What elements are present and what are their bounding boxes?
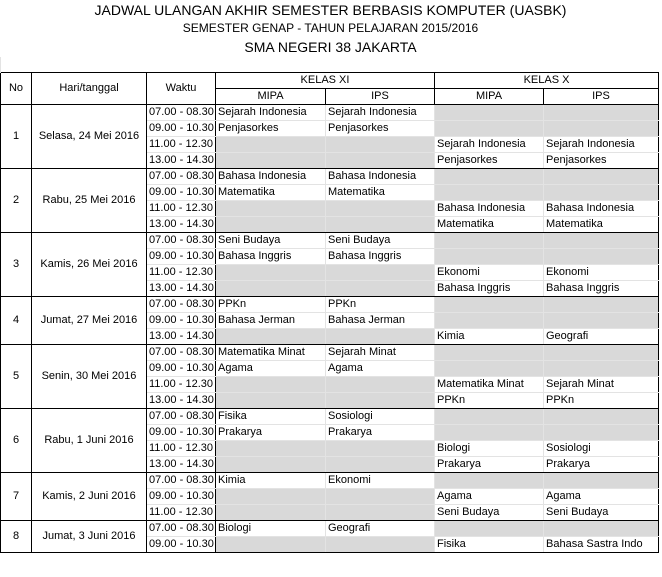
header-kelas-x: KELAS X [435,73,659,89]
day-date: Rabu, 1 Juni 2016 [32,409,147,473]
cell-xi-ips [326,329,435,345]
cell-x-ips: Ekonomi [544,265,659,281]
cell-xi-mipa [216,489,326,505]
cell-xi-mipa: Bahasa Jerman [216,313,326,329]
slot-time: 09.00 - 10.30 [147,361,216,377]
day-number: 8 [1,521,32,553]
cell-xi-mipa [216,201,326,217]
cell-xi-mipa: Fisika [216,409,326,425]
day-number: 7 [1,473,32,521]
schedule-row [1,297,659,313]
schedule-row [1,169,659,185]
cell-x-mipa: Penjasorkes [435,153,544,169]
schedule-row [1,233,659,249]
slot-time: 13.00 - 14.30 [147,217,216,233]
cell-x-ips [544,121,659,137]
cell-x-ips [544,409,659,425]
header-date: Hari/tanggal [32,73,147,105]
schedule-row [1,345,659,361]
cell-x-mipa [435,249,544,265]
cell-x-ips [544,473,659,489]
cell-xi-mipa [216,281,326,297]
slot-time: 09.00 - 10.30 [147,185,216,201]
cell-x-ips: Sejarah Minat [544,377,659,393]
slot-time: 07.00 - 08.30 [147,345,216,361]
cell-xi-ips: Bahasa Inggris [326,249,435,265]
cell-xi-ips: Penjasorkes [326,121,435,137]
cell-xi-ips [326,505,435,521]
slot-time: 09.00 - 10.30 [147,537,216,553]
cell-xi-ips: Matematika [326,185,435,201]
cell-x-ips: Prakarya [544,457,659,473]
cell-xi-mipa: Matematika Minat [216,345,326,361]
slot-time: 07.00 - 08.30 [147,169,216,185]
cell-x-ips [544,249,659,265]
cell-x-mipa: Agama [435,489,544,505]
day-number: 4 [1,297,32,345]
slot-time: 11.00 - 12.30 [147,441,216,457]
day-date: Selasa, 24 Mei 2016 [32,105,147,169]
slot-time: 13.00 - 14.30 [147,153,216,169]
slot-time: 07.00 - 08.30 [147,105,216,121]
schedule-row [1,521,659,537]
cell-xi-mipa: Prakarya [216,425,326,441]
cell-x-ips: Seni Budaya [544,505,659,521]
cell-x-mipa [435,361,544,377]
cell-xi-mipa: Bahasa Inggris [216,249,326,265]
day-date: Rabu, 25 Mei 2016 [32,169,147,233]
cell-xi-mipa: Matematika [216,185,326,201]
slot-time: 07.00 - 08.30 [147,473,216,489]
cell-xi-mipa [216,377,326,393]
cell-x-ips [544,425,659,441]
cell-xi-ips [326,217,435,233]
cell-x-ips: Agama [544,489,659,505]
cell-xi-ips [326,537,435,553]
cell-x-mipa: Prakarya [435,457,544,473]
cell-x-mipa [435,425,544,441]
cell-x-mipa: Matematika Minat [435,377,544,393]
cell-xi-ips [326,281,435,297]
cell-xi-ips [326,457,435,473]
cell-xi-ips: Sejarah Minat [326,345,435,361]
cell-x-mipa [435,121,544,137]
header-xi-ips: IPS [326,89,435,105]
schedule-row [1,473,659,489]
header-no: No [1,73,32,105]
cell-x-mipa: Biologi [435,441,544,457]
slot-time: 13.00 - 14.30 [147,457,216,473]
slot-time: 07.00 - 08.30 [147,521,216,537]
cell-xi-mipa: Sejarah Indonesia [216,105,326,121]
header-xi-mipa: MIPA [216,89,326,105]
slot-time: 07.00 - 08.30 [147,297,216,313]
cell-xi-ips: Sejarah Indonesia [326,105,435,121]
day-number: 5 [1,345,32,409]
cell-x-ips: Matematika [544,217,659,233]
cell-xi-mipa [216,457,326,473]
cell-x-ips [544,361,659,377]
cell-xi-ips [326,137,435,153]
cell-x-mipa [435,297,544,313]
cell-xi-ips [326,201,435,217]
cell-xi-ips [326,377,435,393]
day-number: 6 [1,409,32,473]
cell-x-mipa [435,313,544,329]
cell-xi-ips: Bahasa Jerman [326,313,435,329]
cell-xi-ips: Prakarya [326,425,435,441]
cell-xi-mipa [216,153,326,169]
slot-time: 11.00 - 12.30 [147,505,216,521]
cell-xi-ips: Geografi [326,521,435,537]
day-date: Jumat, 3 Juni 2016 [32,521,147,553]
cell-x-ips [544,169,659,185]
cell-xi-ips [326,393,435,409]
slot-time: 09.00 - 10.30 [147,489,216,505]
day-number: 1 [1,105,32,169]
slot-time: 09.00 - 10.30 [147,249,216,265]
cell-x-ips [544,521,659,537]
cell-x-mipa [435,233,544,249]
cell-x-ips [544,313,659,329]
header-x-mipa: MIPA [435,89,544,105]
cell-xi-mipa: PPKn [216,297,326,313]
cell-xi-mipa [216,265,326,281]
cell-x-ips [544,345,659,361]
cell-x-mipa [435,105,544,121]
cell-x-mipa [435,409,544,425]
cell-xi-ips [326,153,435,169]
cell-xi-ips [326,265,435,281]
cell-x-ips: Geografi [544,329,659,345]
cell-x-ips [544,233,659,249]
cell-xi-mipa [216,329,326,345]
spacer-row [1,57,659,73]
cell-xi-ips: Seni Budaya [326,233,435,249]
slot-time: 09.00 - 10.30 [147,425,216,441]
slot-time: 07.00 - 08.30 [147,233,216,249]
cell-x-mipa: PPKn [435,393,544,409]
cell-x-ips: Sejarah Indonesia [544,137,659,153]
slot-time: 11.00 - 12.30 [147,137,216,153]
cell-x-mipa: Seni Budaya [435,505,544,521]
cell-xi-ips: Agama [326,361,435,377]
cell-x-mipa: Bahasa Inggris [435,281,544,297]
sheet-title: JADWAL ULANGAN AKHIR SEMESTER BERBASIS KOMPUTER (UASBK) [94,2,567,18]
day-date: Senin, 30 Mei 2016 [32,345,147,409]
slot-time: 13.00 - 14.30 [147,281,216,297]
cell-x-mipa: Kimia [435,329,544,345]
slot-time: 13.00 - 14.30 [147,329,216,345]
cell-x-ips [544,185,659,201]
day-date: Kamis, 2 Juni 2016 [32,473,147,521]
day-number: 3 [1,233,32,297]
cell-x-ips: Bahasa Inggris [544,281,659,297]
cell-x-ips [544,105,659,121]
cell-x-ips: PPKn [544,393,659,409]
cell-xi-mipa [216,393,326,409]
header-time: Waktu [147,73,216,105]
school-name: SMA NEGERI 38 JAKARTA [244,39,417,55]
slot-time: 11.00 - 12.30 [147,265,216,281]
cell-x-ips [544,297,659,313]
cell-xi-ips [326,441,435,457]
slot-time: 07.00 - 08.30 [147,409,216,425]
cell-x-ips: Penjasorkes [544,153,659,169]
cell-x-ips: Bahasa Sastra Indo [544,537,659,553]
cell-xi-ips [326,489,435,505]
sheet-subtitle: SEMESTER GENAP - TAHUN PELAJARAN 2015/2016 [182,21,479,35]
cell-x-mipa [435,169,544,185]
cell-xi-mipa: Bahasa Indonesia [216,169,326,185]
cell-x-mipa: Ekonomi [435,265,544,281]
cell-xi-ips: Sosiologi [326,409,435,425]
slot-time: 11.00 - 12.30 [147,201,216,217]
slot-time: 13.00 - 14.30 [147,393,216,409]
header-x-ips: IPS [544,89,659,105]
cell-xi-mipa [216,441,326,457]
cell-x-mipa: Fisika [435,537,544,553]
cell-x-ips: Sosiologi [544,441,659,457]
day-date: Jumat, 27 Mei 2016 [32,297,147,345]
cell-x-mipa: Matematika [435,217,544,233]
cell-xi-ips: PPKn [326,297,435,313]
schedule-row [1,105,659,121]
cell-xi-ips: Bahasa Indonesia [326,169,435,185]
cell-xi-ips: Ekonomi [326,473,435,489]
cell-x-mipa: Sejarah Indonesia [435,137,544,153]
slot-time: 09.00 - 10.30 [147,313,216,329]
cell-xi-mipa: Seni Budaya [216,233,326,249]
cell-xi-mipa: Agama [216,361,326,377]
cell-xi-mipa: Kimia [216,473,326,489]
cell-xi-mipa [216,217,326,233]
cell-xi-mipa [216,137,326,153]
cell-xi-mipa: Biologi [216,521,326,537]
schedule-row [1,409,659,425]
cell-xi-mipa [216,537,326,553]
cell-xi-mipa [216,505,326,521]
slot-time: 11.00 - 12.30 [147,377,216,393]
day-date: Kamis, 26 Mei 2016 [32,233,147,297]
cell-xi-mipa: Penjasorkes [216,121,326,137]
cell-x-ips: Bahasa Indonesia [544,201,659,217]
day-number: 2 [1,169,32,233]
slot-time: 09.00 - 10.30 [147,121,216,137]
cell-x-mipa [435,345,544,361]
cell-x-mipa: Bahasa Indonesia [435,201,544,217]
cell-x-mipa [435,521,544,537]
header-kelas-xi: KELAS XI [216,73,435,89]
cell-x-mipa [435,185,544,201]
cell-x-mipa [435,473,544,489]
